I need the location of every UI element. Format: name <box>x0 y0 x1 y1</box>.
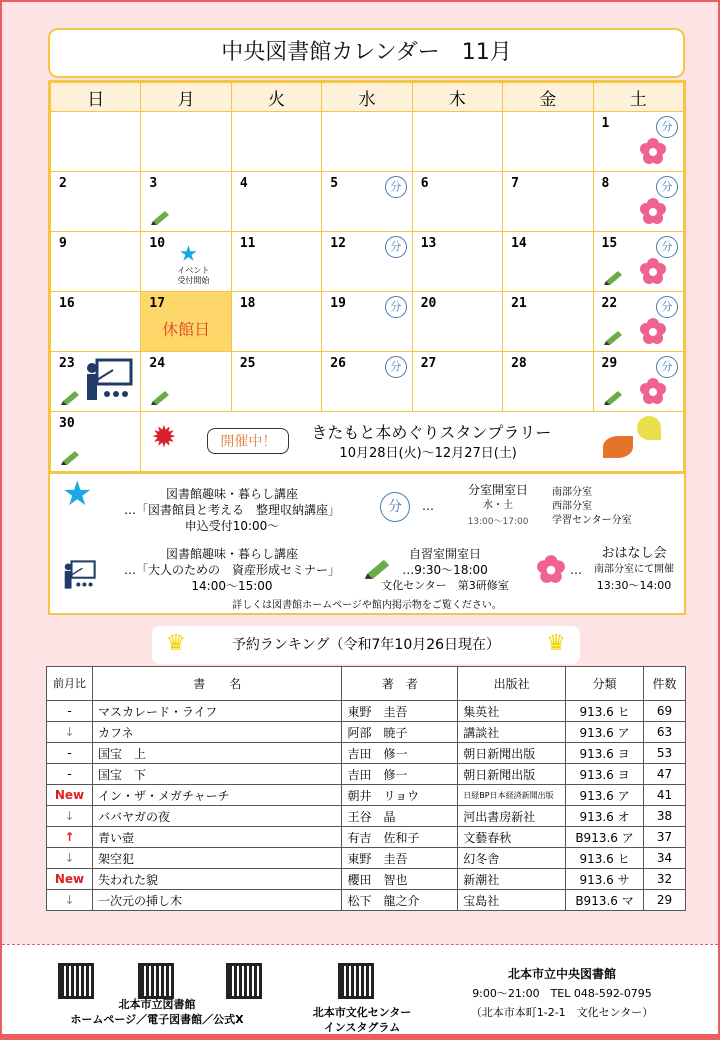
library-qr-label-2: ホームページ／電子図書館／公式X <box>70 1013 244 1026</box>
day-number: 5 <box>330 176 339 191</box>
day-number: 24 <box>149 356 166 371</box>
author: 松下 龍之介 <box>342 890 458 911</box>
classification: 913.6 ヒ <box>566 701 644 722</box>
classification: 913.6 ア <box>566 785 644 806</box>
calendar-day <box>503 112 593 172</box>
bun-icon: 分 <box>656 176 678 198</box>
count: 69 <box>644 701 686 722</box>
seminar-icon <box>62 559 96 591</box>
bun-icon: 分 <box>385 296 407 318</box>
publisher: 宝島社 <box>458 890 566 911</box>
flower-icon <box>639 317 667 345</box>
library-name: 北本市立中央図書館 <box>507 967 616 981</box>
bun-icon: 分 <box>656 116 678 138</box>
legend-seminar-l2: …「大人のための 資産形成セミナー」 <box>123 563 340 577</box>
bun-icon: 分 <box>385 176 407 198</box>
book-title: カフネ <box>92 722 342 743</box>
crown-icon: ♛ <box>166 631 186 656</box>
day-number: 19 <box>330 296 346 311</box>
count: 32 <box>644 869 686 890</box>
classification: 913.6 ヨ <box>566 743 644 764</box>
page-title: 中央図書館カレンダー 11月 <box>48 28 685 78</box>
legend-bun <box>448 482 548 530</box>
author: 有吉 佐和子 <box>342 827 458 848</box>
book-title: ババヤガの夜 <box>92 806 342 827</box>
table-row <box>47 848 686 869</box>
calendar-day[interactable] <box>412 172 502 232</box>
calendar-day[interactable] <box>412 352 502 412</box>
day-number: 29 <box>601 356 618 371</box>
flower-icon <box>639 137 667 165</box>
day-number: 1 <box>601 116 610 131</box>
day-number: 30 <box>59 416 75 431</box>
weekday-header: 火 <box>231 83 321 112</box>
footer <box>2 944 718 1034</box>
table-row <box>47 869 686 890</box>
library-qr-label-1: 北本市立図書館 <box>118 998 196 1011</box>
qr-code-homepage[interactable] <box>58 963 94 999</box>
table-row <box>47 743 686 764</box>
count: 53 <box>644 743 686 764</box>
calendar-day[interactable] <box>412 232 502 292</box>
status-badge: 開催中！ <box>207 428 289 454</box>
star-icon: ★ <box>62 474 93 514</box>
culture-qr-label-2: インスタグラム <box>323 1021 401 1034</box>
column-header: 件数 <box>644 667 686 701</box>
calendar-day[interactable] <box>141 292 231 352</box>
culture-qr-label <box>292 1005 432 1035</box>
calendar-day[interactable] <box>51 232 141 292</box>
calendar-day[interactable] <box>412 292 502 352</box>
ranking-table <box>46 666 686 911</box>
calendar-day[interactable] <box>503 292 593 352</box>
legend-star <box>102 486 362 534</box>
day-number: 8 <box>601 176 610 191</box>
classification: 913.6 ヒ <box>566 848 644 869</box>
day-number: 4 <box>239 176 248 191</box>
legend-star-l2: …「図書館員と考える 整理収納講座」 <box>123 503 340 517</box>
trend: ↑ <box>47 827 93 848</box>
weekday-header: 日 <box>51 83 141 112</box>
rally-period: 10月28日(火)～12月27日(土) <box>339 446 517 461</box>
day-number: 20 <box>420 296 437 311</box>
day-number: 27 <box>420 356 437 371</box>
weekday-header: 土 <box>593 83 683 112</box>
qr-code-instagram[interactable] <box>338 963 374 999</box>
publisher: 幻冬舎 <box>458 848 566 869</box>
column-header: 前月比 <box>47 667 93 701</box>
legend-bun-rooms <box>552 486 632 528</box>
day-number: 3 <box>149 176 158 191</box>
author: 朝井 リョウ <box>342 785 458 806</box>
calendar-day[interactable] <box>593 352 683 412</box>
publisher: 集英社 <box>458 701 566 722</box>
book-title: 国宝 下 <box>92 764 342 785</box>
closed-label: 休館日 <box>162 320 211 339</box>
qr-code-e-library[interactable] <box>138 963 174 999</box>
day-number: 13 <box>420 236 437 251</box>
publisher: 河出書房新社 <box>458 806 566 827</box>
publisher: 文藝春秋 <box>458 827 566 848</box>
book-title: マスカレード・ライフ <box>92 701 342 722</box>
day-number: 10 <box>149 236 166 251</box>
legend-pencil-l3: 文化センター 第3研修室 <box>381 579 509 592</box>
legend-pencil-l1: 自習室開室日 <box>408 547 481 561</box>
calendar-day[interactable] <box>141 352 231 412</box>
pencil-icon <box>602 389 624 405</box>
pencil-icon <box>149 389 171 405</box>
calendar-day <box>141 112 231 172</box>
calendar-day <box>322 112 412 172</box>
day-number: 18 <box>239 296 256 311</box>
legend-pencil <box>380 546 510 594</box>
column-header: 分類 <box>566 667 644 701</box>
legend-bun-dots: … <box>422 499 434 513</box>
pencil-icon <box>602 329 624 345</box>
pencil-icon <box>59 389 81 405</box>
legend-star-l3: 申込受付10:00～ <box>184 519 280 533</box>
flower-icon <box>639 197 667 225</box>
trend: ↓ <box>47 890 93 911</box>
calendar-day[interactable] <box>322 172 412 232</box>
bun-icon: 分 <box>385 236 407 258</box>
calendar-day[interactable] <box>503 172 593 232</box>
count: 41 <box>644 785 686 806</box>
publisher: 日経BP日本経済新聞出版 <box>458 785 566 806</box>
classification: B913.6 ア <box>566 827 644 848</box>
calendar-day[interactable] <box>231 232 321 292</box>
count: 29 <box>644 890 686 911</box>
day-number: 6 <box>420 176 429 191</box>
library-address: （北本市本町1-2-1 文化センター） <box>470 1006 654 1019</box>
ranking-title: 予約ランキング（令和7年10月26日現在） <box>231 637 501 653</box>
qr-code-x[interactable] <box>226 963 262 999</box>
author: 東野 圭吾 <box>342 848 458 869</box>
culture-qr-label-1: 北本市文化センター <box>312 1006 412 1019</box>
legend-flower-dots: … <box>570 563 582 577</box>
calendar-day[interactable] <box>503 352 593 412</box>
calendar-day[interactable] <box>593 292 683 352</box>
day-number: 7 <box>511 176 519 191</box>
bun-icon: 分 <box>385 356 407 378</box>
stamp-rally <box>141 412 683 471</box>
star-icon: ★ <box>179 234 198 269</box>
stamp-rally-banner <box>141 412 684 472</box>
calendar-week <box>51 352 684 412</box>
legend-pencil-l2: …9:30～18:00 <box>402 563 488 577</box>
calendar-day[interactable] <box>231 292 321 352</box>
calendar-day[interactable] <box>322 292 412 352</box>
maple-leaf-icon: ✹ <box>151 420 177 455</box>
legend-seminar-l1: 図書館趣味・暮らし講座 <box>165 547 298 561</box>
calendar-day[interactable] <box>141 232 231 292</box>
calendar-day[interactable] <box>593 232 683 292</box>
calendar-day[interactable] <box>51 172 141 232</box>
table-row <box>47 701 686 722</box>
column-header: 出版社 <box>458 667 566 701</box>
table-row <box>47 722 686 743</box>
table-row <box>47 890 686 911</box>
column-header: 著 者 <box>342 667 458 701</box>
legend-flower <box>582 546 686 594</box>
publisher: 朝日新聞出版 <box>458 764 566 785</box>
author: 王谷 晶 <box>342 806 458 827</box>
calendar-day[interactable] <box>51 292 141 352</box>
event-label: イベント 受付開始 <box>177 266 210 285</box>
publisher: 新潮社 <box>458 869 566 890</box>
day-number: 14 <box>511 236 527 251</box>
calendar-day[interactable] <box>322 352 412 412</box>
count: 37 <box>644 827 686 848</box>
day-number: 12 <box>330 236 346 251</box>
bun-icon: 分 <box>656 356 678 378</box>
calendar-day[interactable] <box>503 232 593 292</box>
library-hours: 9:00～21:00 TEL 048-592-0795 <box>472 987 652 1000</box>
calendar-day[interactable] <box>593 172 683 232</box>
classification: 913.6 ア <box>566 722 644 743</box>
book-title: 一次元の挿し木 <box>92 890 342 911</box>
legend-star-l1: 図書館趣味・暮らし講座 <box>165 487 298 501</box>
legend-flower-l2: 南部分室にて開催 <box>594 564 674 575</box>
classification: 913.6 オ <box>566 806 644 827</box>
publisher: 講談社 <box>458 722 566 743</box>
day-number: 26 <box>330 356 346 371</box>
ranking-title-box <box>152 626 580 664</box>
bun-icon: 分 <box>656 296 678 318</box>
author: 櫻田 智也 <box>342 869 458 890</box>
table-row <box>47 827 686 848</box>
book-title: 架空犯 <box>92 848 342 869</box>
legend-bun-l3: 13:00～17:00 <box>467 517 529 527</box>
author: 吉田 修一 <box>342 764 458 785</box>
book-title: 失われた貌 <box>92 869 342 890</box>
calendar-week <box>51 112 684 172</box>
day-number: 9 <box>59 236 67 251</box>
day-number: 16 <box>59 296 75 311</box>
book-title: 青い壺 <box>92 827 342 848</box>
day-number: 23 <box>59 356 75 371</box>
author: 吉田 修一 <box>342 743 458 764</box>
trend: - <box>47 764 93 785</box>
calendar-day[interactable] <box>593 112 683 172</box>
pencil-icon <box>59 449 81 465</box>
publisher: 朝日新聞出版 <box>458 743 566 764</box>
table-row <box>47 764 686 785</box>
rally-title: きたもと本めぐりスタンプラリー <box>311 423 552 442</box>
weekday-header: 木 <box>412 83 502 112</box>
room: 南部分室 <box>552 487 592 498</box>
legend-seminar <box>102 546 362 594</box>
legend-bun-l1: 分室開室日 <box>467 483 528 497</box>
trend: ↓ <box>47 848 93 869</box>
legend-bun-l2: 水・土 <box>483 500 513 511</box>
legend-flower-l3: 13:30～14:00 <box>596 579 672 592</box>
day-number: 28 <box>511 356 527 371</box>
book-title: 国宝 上 <box>92 743 342 764</box>
calendar-day[interactable] <box>322 232 412 292</box>
book-title: イン・ザ・メガチャーチ <box>92 785 342 806</box>
classification: 913.6 サ <box>566 869 644 890</box>
classification: 913.6 ヨ <box>566 764 644 785</box>
calendar-week <box>51 232 684 292</box>
bun-icon: 分 <box>656 236 678 258</box>
pencil-icon <box>149 209 171 225</box>
day-number: 17 <box>149 296 166 311</box>
calendar-week <box>51 172 684 232</box>
flower-icon <box>639 377 667 405</box>
count: 38 <box>644 806 686 827</box>
trend: New <box>47 869 93 890</box>
calendar-day <box>412 112 502 172</box>
classification: B913.6 マ <box>566 890 644 911</box>
flower-icon <box>536 554 566 584</box>
count: 47 <box>644 764 686 785</box>
trend: ↓ <box>47 806 93 827</box>
legend-note: 詳しくは図書館ホームページや館内掲示物をご覧ください。 <box>232 600 502 611</box>
calendar-day[interactable] <box>51 352 141 412</box>
calendar-week <box>51 412 684 472</box>
calendar-day[interactable] <box>231 172 321 232</box>
day-number: 15 <box>601 236 618 251</box>
library-qr-label <box>12 997 302 1027</box>
author: 東野 圭吾 <box>342 701 458 722</box>
column-header: 書 名 <box>92 667 342 701</box>
day-number: 21 <box>511 296 527 311</box>
legend <box>48 472 686 615</box>
calendar-day <box>231 112 321 172</box>
flower-icon <box>639 257 667 285</box>
trend: - <box>47 743 93 764</box>
day-number: 25 <box>239 356 256 371</box>
legend-flower-l1: おはなし会 <box>601 546 667 561</box>
day-number: 11 <box>239 236 256 251</box>
day-number: 22 <box>601 296 618 311</box>
room: 学習センター分室 <box>552 515 632 526</box>
table-row <box>47 806 686 827</box>
count: 34 <box>644 848 686 869</box>
crown-icon: ♛ <box>546 631 566 656</box>
weekday-header: 金 <box>503 83 593 112</box>
calendar-day[interactable] <box>141 172 231 232</box>
weekday-header: 月 <box>141 83 231 112</box>
pencil-icon <box>602 269 624 285</box>
trend: - <box>47 701 93 722</box>
calendar-day[interactable] <box>231 352 321 412</box>
room: 西部分室 <box>552 501 592 512</box>
seminar-icon <box>83 358 133 402</box>
author: 阿部 暁子 <box>342 722 458 743</box>
trend: ↓ <box>47 722 93 743</box>
calendar <box>48 80 686 474</box>
library-info <box>442 965 682 1022</box>
weekday-header: 水 <box>322 83 412 112</box>
trend: New <box>47 785 93 806</box>
day-number: 2 <box>59 176 67 191</box>
calendar-day[interactable] <box>51 412 141 472</box>
bun-icon: 分 <box>380 492 410 522</box>
calendar-week <box>51 292 684 352</box>
table-row <box>47 785 686 806</box>
ginkgo-leaf-icon <box>637 416 661 440</box>
legend-seminar-l3: 14:00～15:00 <box>191 579 273 593</box>
autumn-leaf-icon <box>603 436 633 458</box>
calendar-day <box>51 112 141 172</box>
count: 63 <box>644 722 686 743</box>
